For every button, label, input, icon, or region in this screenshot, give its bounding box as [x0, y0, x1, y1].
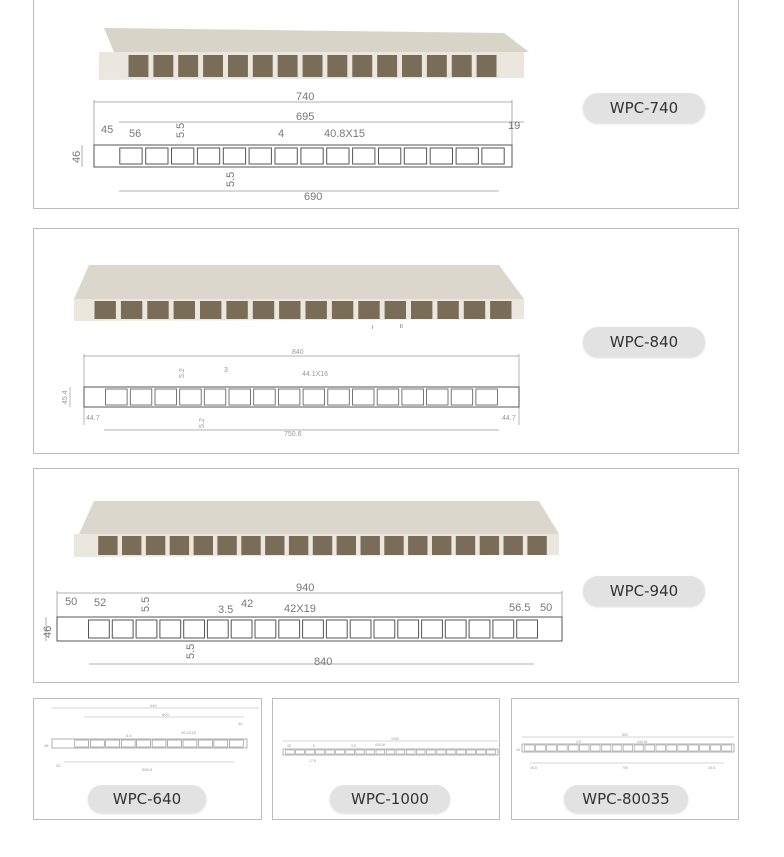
- section-cell: [353, 148, 375, 164]
- wpc-940-left-margin-dim: 50: [65, 596, 78, 608]
- section-cell: [155, 389, 177, 405]
- section-cell: [456, 148, 478, 164]
- wpc-840-technical-drawing: [70, 354, 519, 430]
- wpc-840-total-dim: 840: [292, 349, 304, 356]
- wpc-80035-left-dim: 35.8: [530, 766, 537, 770]
- section-cell: [386, 750, 395, 754]
- board-cavity: [146, 536, 165, 555]
- section-cell: [214, 740, 228, 747]
- section-cell: [557, 745, 567, 751]
- section-cell: [493, 620, 514, 638]
- section-cell: [398, 620, 419, 638]
- section-cell: [130, 389, 152, 405]
- section-cell: [700, 745, 710, 751]
- section-cell: [477, 750, 486, 754]
- product-panel-wpc-840: [33, 228, 739, 454]
- wpc-840-right-margin-dim: 44.7: [502, 415, 516, 422]
- section-cell: [275, 148, 297, 164]
- section-cell: [525, 745, 535, 751]
- wpc-740-bottom-span-dim: 690: [304, 191, 323, 203]
- wpc-840-photo-mark-2: II: [400, 324, 403, 330]
- wpc-740-cell-pitch-dim: 56: [129, 128, 142, 140]
- section-cell: [422, 620, 443, 638]
- board-cavity: [456, 536, 475, 555]
- section-cell: [445, 620, 466, 638]
- wpc-1000-dim-a: 45: [287, 744, 291, 748]
- section-cell: [231, 620, 252, 638]
- wpc-840-left-margin-dim: 44.7: [86, 415, 100, 422]
- product-panel-wpc-1000: [272, 698, 500, 820]
- board-cavity: [527, 536, 546, 555]
- wpc-80035-technical-drawing: [522, 737, 734, 763]
- board-cavity: [384, 536, 403, 555]
- section-cell: [106, 389, 128, 405]
- wpc-80035-height-dim: 35: [516, 748, 520, 752]
- board-cavity: [265, 536, 284, 555]
- section-cell: [106, 740, 120, 747]
- section-cell: [306, 750, 315, 754]
- section-cell: [356, 750, 365, 754]
- wpc-840-board-photo: [74, 265, 524, 331]
- wpc-80035-cell-dim: 44X16: [637, 740, 648, 744]
- board-cavity: [361, 536, 380, 555]
- product-panel-wpc-80035: [511, 698, 739, 820]
- board-cavity: [228, 55, 248, 77]
- section-cell: [249, 148, 271, 164]
- section-cell: [301, 148, 323, 164]
- wpc-840-photo-mark-1: I: [372, 325, 374, 331]
- board-cavity: [385, 301, 406, 319]
- wpc-740-right-margin-dim: 19: [508, 120, 521, 132]
- section-cell: [476, 389, 498, 405]
- wpc-940-board-photo: [74, 501, 559, 557]
- section-cell: [303, 389, 325, 405]
- board-cavity: [337, 536, 356, 555]
- wpc-940-right-pitch-dim: 56.5: [509, 602, 531, 614]
- section-cell: [207, 620, 228, 638]
- section-cell: [303, 620, 324, 638]
- section-cell: [197, 148, 219, 164]
- board-cavity: [377, 55, 397, 77]
- board-cavity: [170, 536, 189, 555]
- wpc-640-total-dim: 640: [150, 703, 157, 708]
- model-badge-wpc-80035: WPC-80035: [564, 785, 688, 813]
- wpc-640-web-dim: 5.5: [126, 733, 132, 738]
- wpc-740-inner-dim: 695: [296, 111, 315, 123]
- section-cell: [667, 745, 677, 751]
- section-cell: [427, 389, 449, 405]
- board-cavity: [306, 301, 327, 319]
- section-cell: [172, 148, 194, 164]
- section-cell: [379, 148, 401, 164]
- board-cavity: [289, 536, 308, 555]
- section-cell: [430, 148, 452, 164]
- section-cell: [286, 750, 295, 754]
- wpc-740-bottom-wall-dim: 5.5: [225, 171, 237, 187]
- wpc-840-height-dim: 45.4: [62, 390, 69, 404]
- section-cell: [255, 620, 276, 638]
- product-panel-wpc-640: [33, 698, 262, 820]
- board-cavity: [411, 301, 432, 319]
- wpc-80035-wall-dim: 2.5: [576, 740, 581, 744]
- board-cavity: [358, 301, 379, 319]
- wpc-740-board-photo: [99, 28, 529, 80]
- board-cavity: [147, 301, 168, 319]
- section-cell: [634, 745, 644, 751]
- section-cell: [168, 740, 182, 747]
- section-cell: [406, 750, 415, 754]
- section-cell: [482, 148, 504, 164]
- board-cavity: [408, 536, 427, 555]
- product-panel-wpc-740: [33, 0, 739, 209]
- section-cell: [467, 750, 476, 754]
- section-cell: [229, 389, 251, 405]
- section-cell: [137, 740, 151, 747]
- section-cell: [590, 745, 600, 751]
- model-badge-wpc-1000: WPC-1000: [330, 785, 450, 813]
- section-cell: [456, 750, 465, 754]
- board-cavity: [464, 301, 485, 319]
- wpc-640-left-dim: 20: [56, 763, 61, 768]
- section-cell: [136, 620, 157, 638]
- section-cell: [316, 750, 325, 754]
- board-cavity: [504, 536, 523, 555]
- section-cell: [279, 620, 300, 638]
- wpc-80035-total-dim: 800: [622, 733, 628, 737]
- wpc-940-cell-pitch-dim: 52: [94, 597, 107, 609]
- section-cell: [446, 750, 455, 754]
- wpc-840-web-dim: 3: [224, 367, 228, 374]
- section-cell: [254, 389, 276, 405]
- section-cell: [722, 745, 732, 751]
- board-cavity: [178, 55, 198, 77]
- wpc-740-left-margin-dim: 45: [101, 124, 114, 136]
- section-cell: [223, 148, 245, 164]
- wpc-940-height-dim: 46: [42, 625, 54, 638]
- board-cavity: [121, 301, 142, 319]
- board-cavity: [253, 301, 274, 319]
- section-cell: [152, 740, 166, 747]
- board-cavity: [122, 536, 141, 555]
- model-badge-wpc-840: WPC-840: [583, 327, 705, 357]
- section-cell: [416, 750, 425, 754]
- board-cavity: [477, 55, 497, 77]
- wpc-640-right-dim: 40: [238, 721, 243, 726]
- wpc-840-bottom-span-dim: 750.6: [284, 431, 302, 438]
- wpc-940-web-dim: 3.5: [218, 604, 234, 616]
- board-cavity: [153, 55, 173, 77]
- board-cavity: [241, 536, 260, 555]
- section-cell: [568, 745, 578, 751]
- section-cell: [689, 745, 699, 751]
- wpc-940-bottom-span-dim: 840: [314, 656, 333, 668]
- section-cell: [183, 740, 197, 747]
- section-cell: [204, 389, 226, 405]
- wpc-840-bottom-wall-dim: 5.2: [199, 418, 206, 428]
- section-cell: [121, 740, 135, 747]
- wpc-1000-dim-b: 5: [313, 744, 315, 748]
- section-cell: [326, 750, 335, 754]
- board-cavity: [279, 301, 300, 319]
- wpc-940-cell-dim: 42X19: [284, 603, 316, 615]
- section-cell: [328, 389, 350, 405]
- product-panel-wpc-940: [33, 468, 739, 683]
- wpc-1000-dim-e: 17.8: [309, 759, 316, 763]
- model-badge-wpc-940: WPC-940: [583, 576, 705, 606]
- section-cell: [402, 389, 424, 405]
- section-cell: [90, 740, 104, 747]
- wpc-1000-dim-c: 3.5: [351, 744, 356, 748]
- board-cavity: [480, 536, 499, 555]
- section-cell: [180, 389, 202, 405]
- section-cell: [612, 745, 622, 751]
- section-cell: [366, 750, 375, 754]
- section-cell: [353, 389, 375, 405]
- board-cavity: [95, 301, 116, 319]
- section-cell: [517, 620, 538, 638]
- wpc-80035-right-dim: 35.8: [708, 766, 715, 770]
- section-cell: [436, 750, 445, 754]
- wpc-740-height-dim: 46: [71, 150, 83, 163]
- board-cavity: [303, 55, 323, 77]
- section-cell: [579, 745, 589, 751]
- section-cell: [336, 750, 345, 754]
- section-cell: [547, 745, 557, 751]
- board-cavity: [278, 55, 298, 77]
- section-cell: [146, 148, 168, 164]
- section-cell: [601, 745, 611, 751]
- section-cell: [396, 750, 405, 754]
- board-cavity: [437, 301, 458, 319]
- board-cavity: [427, 55, 447, 77]
- section-cell: [278, 389, 300, 405]
- wpc-740-web-dim: 4: [278, 128, 285, 140]
- section-cell: [451, 389, 473, 405]
- section-cell: [75, 740, 89, 747]
- section-cell: [89, 620, 110, 638]
- board-cavity: [200, 301, 221, 319]
- section-cell: [426, 750, 435, 754]
- board-cavity: [327, 55, 347, 77]
- board-cavity: [217, 536, 236, 555]
- wpc-840-cell-dim: 44.1X16: [302, 371, 329, 378]
- section-cell: [160, 620, 181, 638]
- section-cell: [623, 745, 633, 751]
- wpc-640-height-dim: 46: [44, 743, 49, 748]
- wpc-640-bottom-span-dim: 558.8: [142, 767, 153, 772]
- section-cell: [469, 620, 490, 638]
- wpc-940-bottom-wall-dim: 5.5: [185, 643, 197, 659]
- board-cavity: [332, 301, 353, 319]
- section-cell: [326, 620, 347, 638]
- wpc-840-wall-dim: 5.2: [179, 368, 186, 378]
- section-cell: [184, 620, 205, 638]
- wpc-80035-inner-dim: 745: [622, 766, 628, 770]
- wpc-940-technical-drawing: [46, 591, 562, 664]
- board-cavity: [194, 536, 213, 555]
- wpc-740-cell-dim: 40.8X15: [324, 128, 365, 140]
- board-cavity: [174, 301, 195, 319]
- wpc-640-inner-dim: 600: [162, 712, 169, 717]
- section-cell: [656, 745, 666, 751]
- section-cell: [296, 750, 305, 754]
- section-cell: [404, 148, 426, 164]
- board-cavity: [432, 536, 451, 555]
- section-cell: [645, 745, 655, 751]
- section-cell: [350, 620, 371, 638]
- board-cavity: [452, 55, 472, 77]
- wpc-740-total-dim: 740: [296, 91, 315, 103]
- wpc-740-wall-dim: 5.5: [175, 122, 187, 138]
- board-cavity: [490, 301, 511, 319]
- board-cavity: [129, 55, 149, 77]
- wpc-940-wall-dim: 5.5: [140, 596, 152, 612]
- section-cell: [112, 620, 133, 638]
- section-cell: [376, 750, 385, 754]
- section-cell: [198, 740, 212, 747]
- wpc-940-web-pitch-dim: 42: [241, 598, 254, 610]
- wpc-1000-total-dim: 1000: [391, 737, 399, 741]
- wpc-1000-dim-d: 40X16: [375, 743, 386, 747]
- board-cavity: [352, 55, 372, 77]
- model-badge-wpc-640: WPC-640: [88, 785, 206, 813]
- section-cell: [346, 750, 355, 754]
- wpc-1000-technical-drawing: [283, 741, 498, 755]
- section-cell: [327, 148, 349, 164]
- section-cell: [678, 745, 688, 751]
- section-cell: [536, 745, 546, 751]
- board-cavity: [203, 55, 223, 77]
- section-cell: [377, 389, 399, 405]
- board-cavity: [402, 55, 422, 77]
- section-cell: [120, 148, 142, 164]
- section-cell: [374, 620, 395, 638]
- board-cavity: [253, 55, 273, 77]
- board-cavity: [226, 301, 247, 319]
- wpc-940-total-dim: 940: [296, 582, 315, 594]
- wpc-640-cell-dim: 40.2X15: [181, 730, 196, 735]
- model-badge-wpc-740: WPC-740: [583, 93, 705, 123]
- section-cell: [711, 745, 721, 751]
- board-cavity: [98, 536, 117, 555]
- wpc-640-technical-drawing: [52, 708, 259, 762]
- section-cell: [229, 740, 243, 747]
- section-cell: [487, 750, 496, 754]
- wpc-940-right-margin-dim: 50: [540, 602, 553, 614]
- board-cavity: [313, 536, 332, 555]
